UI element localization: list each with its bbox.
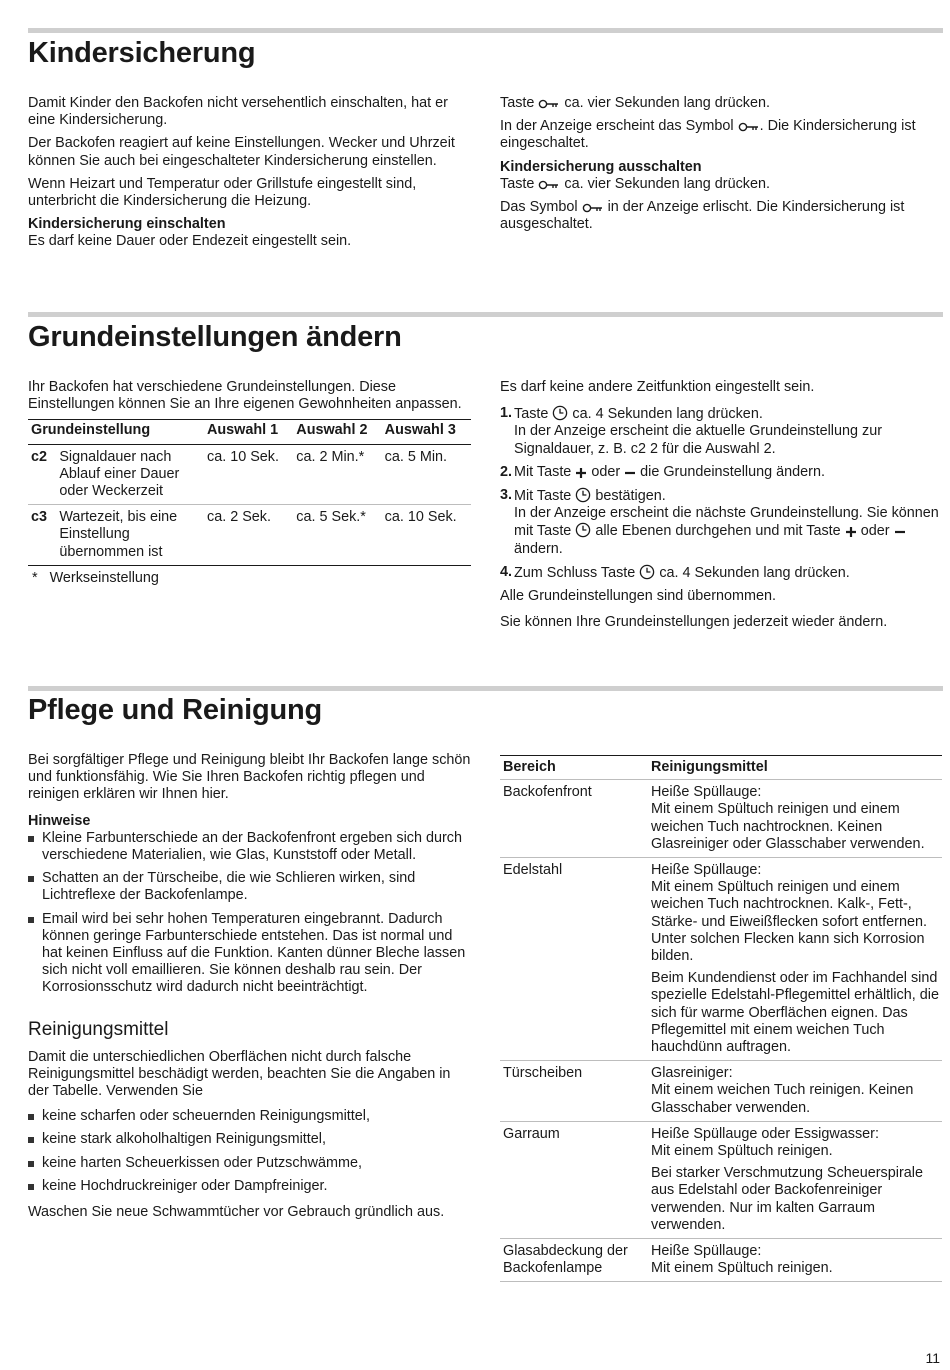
table-header: Bereich — [500, 756, 648, 780]
key-icon — [582, 202, 604, 214]
cleaning-instruction: Heiße Spüllauge: Mit einem Spültuch reinigen. — [651, 1243, 833, 1277]
table-cell: ca. 2 Min.* — [293, 444, 381, 505]
heading-grundeinstellungen: Grundeinstellungen ändern — [28, 321, 402, 353]
area-cell: Glasabdeckung der Backofenlampe — [500, 1239, 648, 1282]
pflege-left-column — [28, 752, 471, 1227]
bullet-square-icon — [28, 1114, 34, 1120]
table-header: Auswahl 3 — [382, 420, 471, 444]
cleaning-agent-cell — [648, 858, 942, 1061]
cleaning-instruction: Glasreiniger: Mit einem weichen Tuch reinigen. Keinen Glasschaber verwenden. — [651, 1065, 914, 1116]
section-rule — [28, 312, 943, 317]
instruction-line: Das Symbol in der Anzeige erlischt. Die Kindersicherung ist ausgeschaltet. — [500, 199, 905, 233]
paragraph: Der Backofen reagiert auf keine Einstellungen. Wecker und Uhrzeit können Sie auch bei eingeschalteter Kindersicherung einstellen. — [28, 135, 455, 169]
area-cell: Backofenfront — [500, 780, 648, 858]
setting-label: Signaldauer nach Ablauf einer Dauer oder Weckerzeit — [56, 444, 204, 505]
table-cell: ca. 10 Sek. — [382, 505, 471, 566]
table-row — [500, 1121, 942, 1238]
paragraph: Bei sorgfältiger Pflege und Reinigung bleibt Ihr Backofen lange schön und funktionsfähig. Wie Sie Ihren Backofen richtig pflegen und reinigen erklären wir Ihnen hier. — [28, 752, 471, 803]
list-item: keine stark alkoholhaltigen Reinigungsmittel, — [28, 1131, 471, 1148]
bullet-square-icon — [28, 876, 34, 882]
table-cell: ca. 5 Sek.* — [293, 505, 381, 566]
key-icon — [538, 179, 560, 191]
cleaning-agent-cell — [648, 780, 942, 858]
subheading-ausschalten: Kindersicherung ausschalten — [500, 158, 702, 175]
step-1: 1. Taste ca. 4 Sekunden lang drücken. In der Anzeige erscheint die aktuelle Grundeinstellung zur Signaldauer, z. B. c2 2 für die Auswahl 2. — [500, 405, 882, 457]
table-cell: ca. 10 Sek. — [204, 444, 293, 505]
table-header: Auswahl 2 — [293, 420, 381, 444]
paragraph: Es darf keine Dauer oder Endezeit eingestellt sein. — [28, 233, 352, 250]
paragraph: Ihr Backofen hat verschiedene Grundeinstellungen. Diese Einstellungen können Sie an Ihre eigenen Gewohnheiten anpassen. — [28, 379, 462, 413]
section-rule — [28, 686, 943, 691]
plus-icon — [575, 467, 587, 479]
paragraph: Waschen Sie neue Schwammtücher vor Gebrauch gründlich aus. — [28, 1204, 445, 1221]
cleaning-agent-cell — [648, 1239, 942, 1282]
cleaning-instruction: Heiße Spüllauge: Mit einem Spültuch reinigen und einem weichen Tuch nachtrocknen. Keinen Glasreiniger oder Glasschaber verwenden. — [651, 784, 925, 852]
settings-table — [28, 419, 471, 565]
table-header: Reinigungsmittel — [648, 756, 942, 780]
page-number: 11 — [925, 1350, 940, 1366]
pflege-right-column — [500, 755, 942, 1282]
table-row — [500, 780, 942, 858]
bullet-square-icon — [28, 917, 34, 923]
bullet-square-icon — [28, 836, 34, 842]
grundeinstellungen-left-column — [28, 379, 471, 587]
list-item: keine harten Scheuerkissen oder Putzschwämme, — [28, 1155, 471, 1172]
step-2: 2. Mit Taste oder die Grundeinstellung ändern. — [500, 463, 825, 480]
cleaning-instruction: Beim Kundendienst oder im Fachhandel sind spezielle Edelstahl-Pflegemittel erhältlich, die sich für warme Oberflächen eignen. Das Pflegemittel mit einem weichen Tuch hauchdünn auftragen. — [651, 970, 939, 1056]
bullet-square-icon — [28, 1161, 34, 1167]
bullet-square-icon — [28, 1137, 34, 1143]
area-cell: Edelstahl — [500, 858, 648, 1061]
key-icon — [738, 121, 760, 133]
subheading-hinweise: Hinweise — [28, 812, 91, 829]
grundeinstellungen-right-column — [500, 379, 943, 637]
clock-icon — [575, 487, 591, 503]
paragraph: Alle Grundeinstellungen sind übernommen. — [500, 588, 776, 605]
list-item: Kleine Farbunterschiede an der Backofenfront ergeben sich durch verschiedene Materialien, wie Glas, Kunststoff oder Metall. — [28, 830, 471, 864]
key-icon — [538, 98, 560, 110]
plus-icon — [845, 526, 857, 538]
paragraph: Es darf keine andere Zeitfunktion eingestellt sein. — [500, 379, 815, 395]
subheading-einschalten: Kindersicherung einschalten — [28, 216, 226, 233]
table-cell: ca. 5 Min. — [382, 444, 471, 505]
bullet-square-icon — [28, 1184, 34, 1190]
list-item: keine Hochdruckreiniger oder Dampfreiniger. — [28, 1178, 471, 1195]
paragraph: Damit die unterschiedlichen Oberflächen nicht durch falsche Reinigungsmittel beschädigt werden, beachten Sie die Angaben in der Tabelle. Verwenden Sie — [28, 1048, 451, 1100]
heading-pflege: Pflege und Reinigung — [28, 694, 323, 726]
minus-icon — [624, 467, 636, 479]
area-cell: Garraum — [500, 1121, 648, 1238]
list-item: keine scharfen oder scheuernden Reinigungsmittel, — [28, 1108, 471, 1125]
kindersicherung-left-column — [28, 95, 471, 257]
subheading-reinigungsmittel: Reinigungsmittel — [28, 1018, 169, 1040]
kindersicherung-right-column — [500, 95, 943, 239]
cleaning-agent-cell — [648, 1121, 942, 1238]
table-header: Grundeinstellung — [28, 420, 204, 444]
paragraph: Damit Kinder den Backofen nicht versehentlich einschalten, hat er eine Kindersicherung. — [28, 95, 448, 129]
heading-kindersicherung: Kindersicherung — [28, 37, 256, 69]
table-row — [500, 1239, 942, 1282]
setting-code: c2 — [28, 444, 56, 505]
table-footnote: * Werkseinstellung — [32, 569, 159, 586]
setting-label: Wartezeit, bis eine Einstellung übernommen ist — [56, 505, 204, 566]
setting-code: c3 — [28, 505, 56, 566]
instruction-line: Taste ca. vier Sekunden lang drücken. — [500, 175, 770, 192]
table-row — [500, 1061, 942, 1122]
cleaning-table — [500, 755, 942, 1282]
paragraph: Wenn Heizart und Temperatur oder Grillstufe eingestellt sind, unterbricht die Kindersicherung die Heizung. — [28, 175, 417, 210]
table-cell: ca. 2 Sek. — [204, 505, 293, 566]
table-header: Auswahl 1 — [204, 420, 293, 444]
list-item: Email wird bei sehr hohen Temperaturen eingebrannt. Dadurch können geringe Farbunterschiede entstehen. Das ist normal und hat keinen Einfluss auf die Funktion. Kanten dünner Bleche lassen sich nicht voll emaillieren. Sie können deshalb rau sein. Der Korrosionsschutz wird dadurch nicht beeinträchtigt. — [28, 911, 471, 997]
instruction-line: Taste ca. vier Sekunden lang drücken. — [500, 95, 770, 111]
section-rule — [28, 28, 943, 33]
clock-icon — [575, 522, 591, 538]
clock-icon — [639, 564, 655, 580]
cleaning-instruction: Heiße Spüllauge oder Essigwasser: Mit einem Spültuch reinigen. — [651, 1125, 879, 1160]
area-cell: Türscheiben — [500, 1061, 648, 1122]
table-row — [28, 444, 471, 505]
table-row — [500, 858, 942, 1061]
minus-icon — [894, 526, 906, 538]
step-3: 3. Mit Taste bestätigen. In der Anzeige erscheint die nächste Grundeinstellung. Sie können mit Taste alle Ebenen durchgehen und mit Taste oder ändern. — [500, 487, 939, 557]
cleaning-agent-cell — [648, 1061, 942, 1122]
cleaning-instruction: Bei starker Verschmutzung Scheuerspirale aus Edelstahl oder Backofenreiniger verwenden. Nur im kalten Garraum verwenden. — [651, 1165, 923, 1233]
step-4: 4. Zum Schluss Taste ca. 4 Sekunden lang drücken. — [500, 563, 850, 581]
table-row — [28, 505, 471, 566]
cleaning-instruction: Heiße Spüllauge: Mit einem Spültuch reinigen und einem weichen Tuch nachtrocknen. Kalk-, Fett-, Stärke- und Eiweißflecken sofort entfernen. Unter solchen Flecken kann sich Korrosion bilden. — [651, 862, 927, 965]
paragraph: Sie können Ihre Grundeinstellungen jederzeit wieder ändern. — [500, 614, 888, 631]
instruction-line: In der Anzeige erscheint das Symbol . Die Kindersicherung ist eingeschaltet. — [500, 118, 916, 152]
list-item: Schatten an der Türscheibe, die wie Schlieren wirken, sind Lichtreflexe der Backofenlampe. — [28, 870, 471, 904]
clock-icon — [552, 405, 568, 421]
